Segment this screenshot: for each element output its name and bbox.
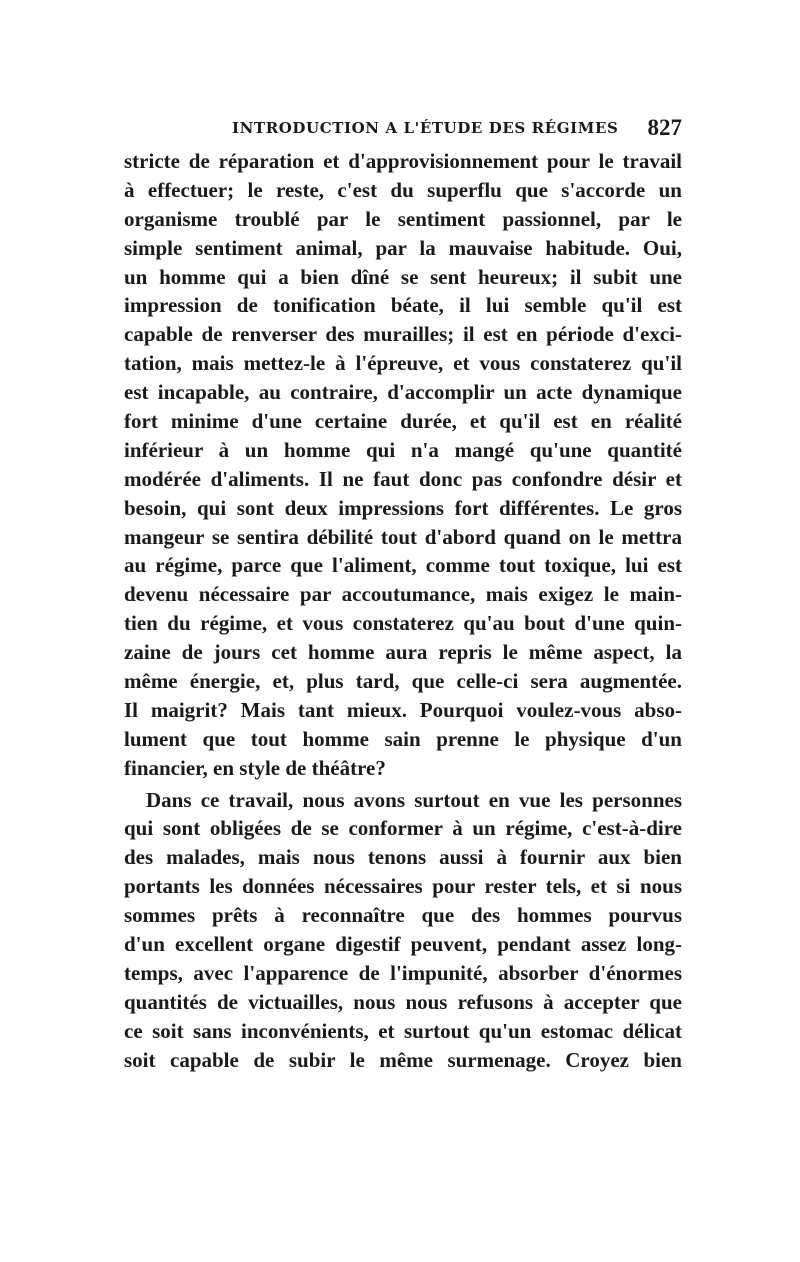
text-line: impression de tonification béate, il lui semble qu'il est xyxy=(124,293,682,318)
text-line: au régime, parce que l'aliment, comme tout toxique, lui est xyxy=(124,553,682,578)
text-line: devenu nécessaire par accoutumance, mais exigez le main- xyxy=(124,582,682,607)
text-line: lument que tout homme sain prenne le physique d'un xyxy=(124,726,682,751)
text-line: simple sentiment animal, par la mauvaise habitude. Oui, xyxy=(124,235,682,260)
body-text xyxy=(124,147,682,1075)
text-line: est incapable, au contraire, d'accomplir un acte dynamique xyxy=(124,380,682,405)
text-line: besoin, qui sont deux impressions fort différentes. Le gros xyxy=(124,495,682,520)
running-title: INTRODUCTION A L'ÉTUDE DES RÉGIMES xyxy=(232,119,619,137)
page-number: 827 xyxy=(647,115,682,140)
text-line: portants les données nécessaires pour rester tels, et si nous xyxy=(124,874,682,899)
text-line: fort minime d'une certaine durée, et qu'il est en réalité xyxy=(124,409,682,434)
text-line: même énergie, et, plus tard, que celle-ci sera augmentée. xyxy=(124,669,682,694)
running-head xyxy=(124,115,682,143)
paragraph-2 xyxy=(124,786,682,1075)
text-line: Dans ce travail, nous avons surtout en vue les personnes xyxy=(146,787,682,812)
text-line: d'un excellent organe digestif peuvent, pendant assez long- xyxy=(124,932,682,957)
text-line: temps, avec l'apparence de l'impunité, absorber d'énormes xyxy=(124,960,682,985)
text-line: tien du régime, et vous constaterez qu'au bout d'une quin- xyxy=(124,611,682,636)
text-line: des malades, mais nous tenons aussi à fournir aux bien xyxy=(124,845,682,870)
text-line: un homme qui a bien dîné se sent heureux; il subit une xyxy=(124,264,682,289)
paragraph-1 xyxy=(124,147,682,783)
text-line: financier, en style de théâtre? xyxy=(124,755,386,780)
text-line: zaine de jours cet homme aura repris le même aspect, la xyxy=(124,640,682,665)
text-line: tation, mais mettez-le à l'épreuve, et vous constaterez qu'il xyxy=(124,351,682,376)
text-line: à effectuer; le reste, c'est du superflu que s'accorde un xyxy=(124,177,682,202)
text-line: quantités de victuailles, nous nous refusons à accepter que xyxy=(124,989,682,1014)
text-line: organisme troublé par le sentiment passionnel, par le xyxy=(124,206,682,231)
text-line: capable de renverser des murailles; il est en période d'exci- xyxy=(124,322,682,347)
text-line: soit capable de subir le même surmenage. Croyez bien xyxy=(124,1047,682,1072)
text-line: Il maigrit? Mais tant mieux. Pourquoi voulez-vous abso- xyxy=(124,697,682,722)
text-line: sommes prêts à reconnaître que des hommes pourvus xyxy=(124,903,682,928)
text-line: inférieur à un homme qui n'a mangé qu'une quantité xyxy=(124,437,682,462)
text-line: stricte de réparation et d'approvisionnement pour le travail xyxy=(124,149,682,173)
text-line: qui sont obligées de se conformer à un régime, c'est-à-dire xyxy=(124,816,682,841)
text-line: mangeur se sentira débilité tout d'abord quand on le mettra xyxy=(124,524,682,549)
text-line: modérée d'aliments. Il ne faut donc pas confondre désir et xyxy=(124,466,682,491)
text-line: ce soit sans inconvénients, et surtout qu'un estomac délicat xyxy=(124,1018,682,1043)
